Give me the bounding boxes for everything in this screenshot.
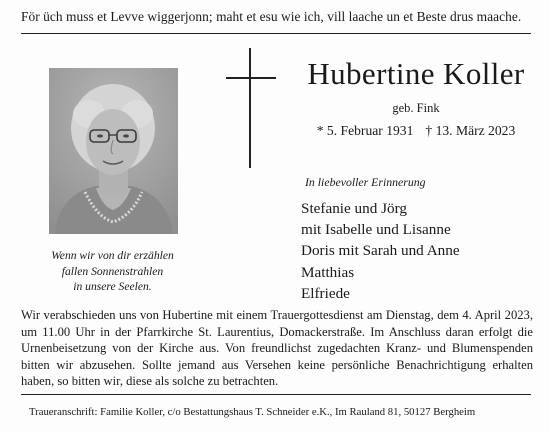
mourner-entry: Stefanie und Jörg <box>301 200 408 217</box>
cross-icon <box>224 48 278 168</box>
cross-vertical-beam <box>249 48 251 168</box>
caption-line: in unsere Seelen. <box>73 280 152 293</box>
mourner-entry: Matthias <box>301 263 355 281</box>
portrait-photo-icon <box>49 68 178 234</box>
mourner-entry: Elfriede <box>301 284 350 302</box>
death-date: † 13. März 2023 <box>425 123 516 138</box>
photo-caption <box>20 248 205 295</box>
mourners-list <box>301 198 460 304</box>
life-dates <box>296 122 536 139</box>
birth-date: * 5. Februar 1931 <box>316 123 414 138</box>
mourning-address: Traueranschrift: Familie Koller, c/o Bestattungshaus T. Schneider e.K., Im Rauland 81, 50127 Bergheim <box>29 406 476 418</box>
birth-name: geb. Fink <box>392 101 440 115</box>
deceased-name: Hubertine Koller <box>307 56 525 91</box>
caption-line: fallen Sonnenstrahlen <box>61 264 164 278</box>
bottom-divider <box>21 394 531 395</box>
top-divider <box>21 33 531 34</box>
mourner-entry: Doris mit Sarah und Anne <box>301 242 460 260</box>
memory-line: In liebevoller Erinnerung <box>305 175 426 189</box>
caption-line: Wenn wir von dir erzählen <box>51 249 174 262</box>
mourner-entry: mit Isabelle und Lisanne <box>301 221 451 239</box>
announcement-text: Wir verabschieden uns von Hubertine mit einem Trauergottesdienst am Dienstag, dem 4. April 2023, um 11.00 Uhr in der Pfarrkirche St. Laurentius, Domackerstraße. Im Anschluss daran erfolgt die Urnenbeisetzung von der Kirche aus. Von freundlichst zugedachten Kranz- und Blumenspenden bitten wir abzusehen. Sollte jemand aus Versehen keine persönliche Benachrichtigung erhalten haben, so bitten wir, diese als solche zu betrachten. <box>21 308 533 388</box>
cross-horizontal-beam <box>226 77 276 79</box>
header-quote: För üch muss et Levve wiggerjonn; maht et esu wie ich, vill laache un et Beste drus maache. <box>21 9 522 24</box>
portrait-illustration <box>49 68 178 234</box>
